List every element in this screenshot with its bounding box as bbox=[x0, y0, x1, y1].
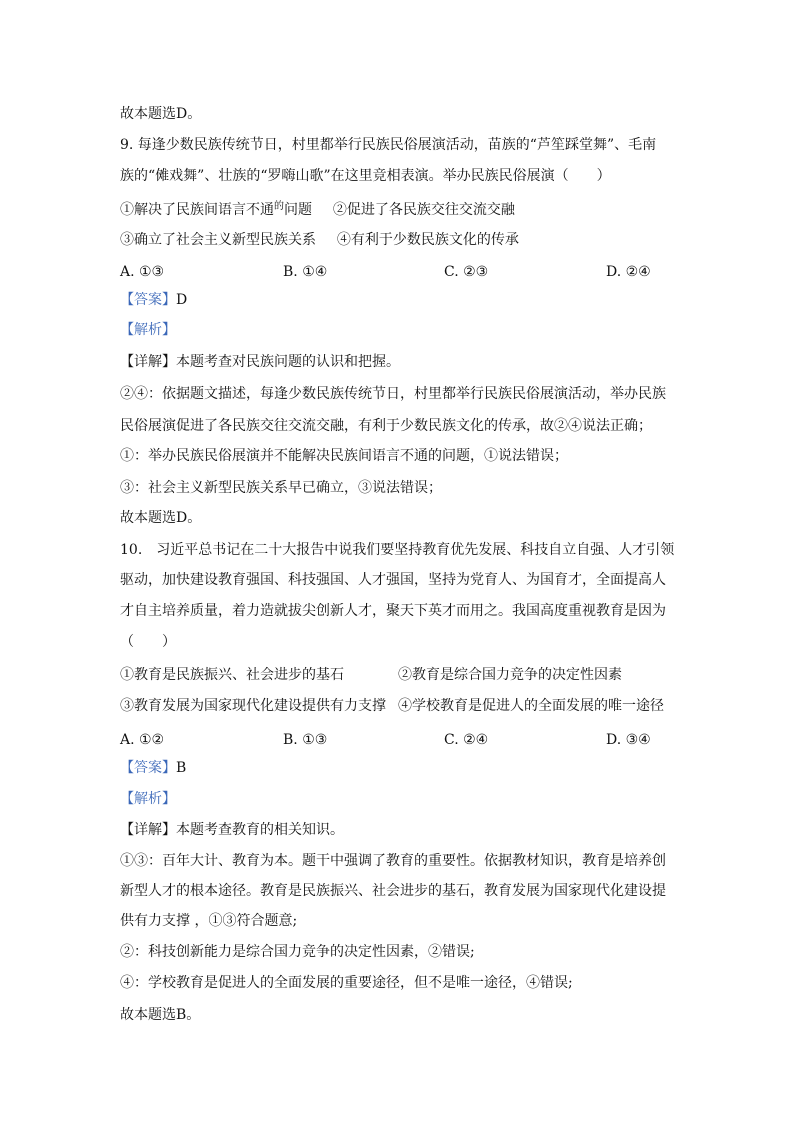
q10-explanation-3: 供有力支撑 ，①③符合题意; bbox=[120, 913, 298, 929]
detail-text: 本题考查教育的相关知识。 bbox=[176, 822, 344, 838]
q10-option-b: B. ①③ bbox=[283, 732, 328, 748]
detail-label: 【详解】 bbox=[120, 822, 176, 838]
q10-answer bbox=[120, 758, 186, 778]
q9-option-c: C. ②③ bbox=[444, 264, 489, 280]
q10-detail bbox=[120, 820, 344, 840]
q9-statement-2: ②促进了各民族交往交流交融 bbox=[332, 202, 515, 218]
q10-option-d: D. ③④ bbox=[606, 732, 651, 748]
q10-statement-3: ③教育发展为国家现代化建设提供有力支撑 bbox=[120, 698, 386, 714]
q9-option-a: A. ①③ bbox=[120, 264, 165, 280]
q9-explanation-3: ①：举办民族民俗展演并不能解决民族间语言不通的问题，①说法错误； bbox=[120, 448, 568, 464]
q9-statement-4: ④有利于少数民族文化的传承 bbox=[336, 232, 519, 248]
q9-explanation-4: ③：社会主义新型民族关系早已确立，③说法错误； bbox=[120, 480, 442, 496]
q10-explanation-5: ④：学校教育是促进人的全面发展的重要途径，但不是唯一途径，④错误; bbox=[120, 975, 573, 991]
q10-conclusion: 故本题选B。 bbox=[120, 1007, 201, 1023]
detail-text: 本题考查对民族问题的认识和把握。 bbox=[176, 354, 400, 370]
q10-statement-2: ②教育是综合国力竞争的决定性因素 bbox=[398, 667, 622, 683]
q9-statement-1: ①解决了民族间语言不通$^的$问题 bbox=[120, 201, 312, 218]
answer-label: 【答案】 bbox=[120, 292, 176, 308]
q10-explanation-2: 新型人才的根本途径。教育是民族振兴、社会进步的基石，教育发展为国家现代化建设提 bbox=[120, 883, 666, 899]
q9-explanation-2: 民俗展演促进了各民族交往交流交融，有利于少数民族文化的传承，故②④说法正确； bbox=[120, 418, 652, 434]
q9-conclusion: 故本题选D。 bbox=[120, 510, 202, 526]
q10-option-a: A. ①② bbox=[120, 732, 165, 748]
q9-explanation-1: ②④：依据题文描述，每逢少数民族传统节日，村里都举行民族民俗展演活动，举办民族 bbox=[120, 386, 666, 402]
q9-detail bbox=[120, 352, 400, 372]
q10-stem-line4: （ ） bbox=[120, 634, 176, 650]
q10-explanation-4: ②：科技创新能力是综合国力竞争的决定性因素，②错误; bbox=[120, 944, 475, 960]
answer-value: D bbox=[176, 292, 188, 308]
q9-statement-row2 bbox=[120, 230, 519, 250]
q9-option-b: B. ①④ bbox=[283, 264, 328, 280]
q10-stem-line2: 驱动，加快建设教育强国、科技强国、人才强国，坚持为党育人、为国育才，全面提高人 bbox=[120, 572, 666, 588]
detail-label: 【详解】 bbox=[120, 354, 176, 370]
q10-statement-4: ④学校教育是促进人的全面发展的唯一途径 bbox=[398, 698, 664, 714]
q9-stem-line2: 族的“傩戏舞”、壮族的“罗嗨山歌”在这里竞相表演。举办民族民俗展演（ ） bbox=[120, 168, 611, 184]
q10-explanation-1: ①③：百年大计、教育为本。题干中强调了教育的重要性。依据教材知识，教育是培养创 bbox=[120, 853, 666, 869]
q9-statement-row1 bbox=[120, 200, 515, 222]
q9-option-d: D. ②④ bbox=[606, 264, 651, 280]
answer-label: 【答案】 bbox=[120, 760, 176, 776]
q9-answer bbox=[120, 290, 187, 310]
q10-option-c: C. ②④ bbox=[444, 732, 489, 748]
q10-analysis-label: 【解析】 bbox=[120, 791, 176, 807]
q8-conclusion: 故本题选D。 bbox=[120, 106, 202, 122]
answer-value: B bbox=[176, 760, 187, 776]
q10-statement-1: ①教育是民族振兴、社会进步的基石 bbox=[120, 667, 344, 683]
q9-analysis-label: 【解析】 bbox=[120, 322, 176, 338]
q10-stem-line3: 才自主培养质量，着力造就拔尖创新人才，聚天下英才而用之。我国高度重视教育是因为 bbox=[120, 603, 666, 619]
q10-stem-line1: 10. 习近平总书记在二十大报告中说我们要坚持教育优先发展、科技自立自强、人才引领 bbox=[120, 542, 675, 558]
q9-statement-3: ③确立了社会主义新型民族关系 bbox=[120, 232, 316, 248]
q9-stem-line1: 9. 每逢少数民族传统节日，村里都举行民族民俗展演活动，苗族的“芦笙踩堂舞”、毛南 bbox=[120, 137, 657, 153]
